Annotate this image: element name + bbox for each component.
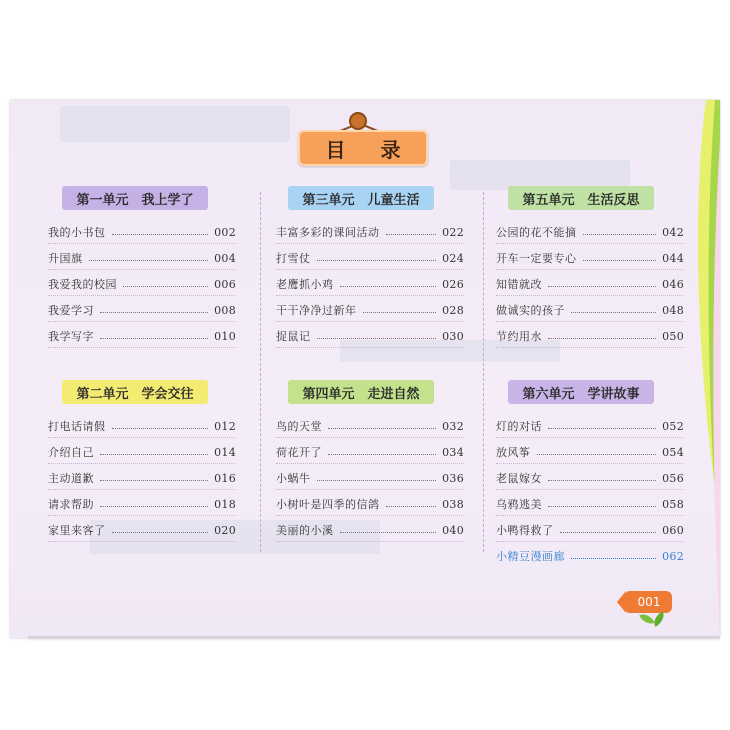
column-divider: [260, 192, 261, 552]
toc-entry-page: 036: [442, 471, 464, 485]
toc-entry-title: 丰富多彩的课间活动: [276, 226, 380, 239]
nail-icon: [349, 112, 367, 130]
entry-underline: [496, 347, 684, 348]
dot-leader: [100, 312, 208, 313]
toc-entry-title: 知错就改: [496, 278, 542, 291]
entry-underline: [48, 541, 236, 542]
entry-underline: [496, 541, 684, 542]
toc-entry-page: 058: [662, 497, 684, 511]
dot-leader: [583, 260, 657, 261]
toc-entry-title: 打雪仗: [276, 252, 311, 265]
entry-underline: [496, 515, 684, 516]
dot-leader: [548, 428, 656, 429]
entry-underline: [48, 489, 236, 490]
toc-entry-title: 小鸭得救了: [496, 524, 554, 537]
toc-entry-page: 012: [214, 419, 236, 433]
toc-entry-page: 034: [442, 445, 464, 459]
toc-entry-title: 鸟的天堂: [276, 420, 322, 433]
toc-entry-page: 042: [662, 225, 684, 239]
toc-entry-page: 020: [214, 523, 236, 537]
dot-leader: [100, 480, 208, 481]
toc-entry-title: 小精豆漫画廊: [496, 550, 565, 563]
dot-leader: [340, 286, 437, 287]
toc-entry[interactable]: [48, 416, 236, 436]
toc-entry-page: 040: [442, 523, 464, 537]
entry-underline: [496, 295, 684, 296]
dot-leader: [100, 506, 208, 507]
toc-entry[interactable]: [496, 442, 684, 462]
toc-entry-page: 018: [214, 497, 236, 511]
toc-entry-page: 032: [442, 419, 464, 433]
dot-leader: [112, 428, 209, 429]
dot-leader: [583, 234, 657, 235]
toc-entry-title: 乌鸦逃美: [496, 498, 542, 511]
toc-entry-page: 026: [442, 277, 464, 291]
toc-entry-title: 我爱我的校园: [48, 278, 117, 291]
toc-entry-title: 老鹰抓小鸡: [276, 278, 334, 291]
toc-entry-page: 008: [214, 303, 236, 317]
dot-leader: [386, 506, 437, 507]
toc-entry[interactable]: [48, 442, 236, 462]
entry-underline: [276, 515, 464, 516]
toc-entry-title: 灯的对话: [496, 420, 542, 433]
toc-entry-title: 主动道歉: [48, 472, 94, 485]
toc-entry-title: 干干净净过新年: [276, 304, 357, 317]
toc-entry[interactable]: [496, 222, 684, 242]
entry-underline: [276, 269, 464, 270]
toc-entry[interactable]: [276, 274, 464, 294]
toc-entry-title: 公园的花不能摘: [496, 226, 577, 239]
toc-entry-page: 024: [442, 251, 464, 265]
toc-entry[interactable]: [48, 248, 236, 268]
dot-leader: [112, 532, 209, 533]
unit-heading: 第一单元 我上学了: [62, 186, 208, 210]
toc-entry[interactable]: [276, 442, 464, 462]
toc-entry[interactable]: [276, 416, 464, 436]
toc-entry-title: 老鼠嫁女: [496, 472, 542, 485]
toc-entry[interactable]: [48, 494, 236, 514]
toc-entry-page: 030: [442, 329, 464, 343]
entry-underline: [496, 269, 684, 270]
toc-entry-title: 我的小书包: [48, 226, 106, 239]
toc-entry-page: 038: [442, 497, 464, 511]
toc-entry[interactable]: [48, 222, 236, 242]
entry-underline: [276, 541, 464, 542]
entry-underline: [48, 243, 236, 244]
toc-entry-title: 小蜗牛: [276, 472, 311, 485]
unit-heading: 第六单元 学讲故事: [508, 380, 654, 404]
column-divider: [483, 192, 484, 552]
toc-entry-title: 美丽的小溪: [276, 524, 334, 537]
dot-leader: [328, 454, 436, 455]
unit-heading: 第四单元 走进自然: [288, 380, 434, 404]
toc-entry-page: 006: [214, 277, 236, 291]
dot-leader: [548, 338, 656, 339]
dot-leader: [537, 454, 657, 455]
dot-leader: [548, 480, 656, 481]
entry-underline: [48, 437, 236, 438]
toc-entry-title: 家里来客了: [48, 524, 106, 537]
entry-underline: [48, 269, 236, 270]
dot-leader: [548, 286, 656, 287]
dot-leader: [112, 234, 209, 235]
entry-underline: [496, 321, 684, 322]
dot-leader: [571, 558, 656, 559]
toc-entry-page: 010: [214, 329, 236, 343]
toc-entry[interactable]: [276, 222, 464, 242]
toc-entry-title: 介绍自己: [48, 446, 94, 459]
entry-underline: [496, 489, 684, 490]
toc-entry-page: 022: [442, 225, 464, 239]
toc-entry-page: 014: [214, 445, 236, 459]
toc-entry[interactable]: [276, 326, 464, 346]
dot-leader: [340, 532, 437, 533]
dot-leader: [317, 480, 437, 481]
entry-underline: [496, 463, 684, 464]
entry-underline: [48, 295, 236, 296]
toc-entry[interactable]: [496, 300, 684, 320]
toc-entry-title: 请求帮助: [48, 498, 94, 511]
toc-entry-page: 052: [662, 419, 684, 433]
entry-underline: [276, 347, 464, 348]
toc-entry-title: 捉鼠记: [276, 330, 311, 343]
toc-entry[interactable]: [276, 248, 464, 268]
page-number-badge: [626, 591, 672, 613]
toc-entry[interactable]: [48, 326, 236, 346]
page-number: 001: [637, 595, 661, 609]
toc-entry-page: 056: [662, 471, 684, 485]
entry-underline: [496, 243, 684, 244]
toc-entry[interactable]: [496, 468, 684, 488]
entry-underline: [48, 347, 236, 348]
toc-entry[interactable]: [276, 520, 464, 540]
dot-leader: [100, 338, 208, 339]
toc-entry[interactable]: [48, 468, 236, 488]
toc-entry-title: 做诚实的孩子: [496, 304, 565, 317]
entry-underline: [276, 437, 464, 438]
entry-underline: [496, 437, 684, 438]
dot-leader: [317, 338, 437, 339]
toc-entry-page: 062: [662, 549, 684, 563]
toc-entry[interactable]: [496, 520, 684, 540]
toc-entry-title: 我爱学习: [48, 304, 94, 317]
toc-entry-page: 028: [442, 303, 464, 317]
unit-heading: 第三单元 儿童生活: [288, 186, 434, 210]
toc-entry[interactable]: [48, 300, 236, 320]
entry-underline: [48, 463, 236, 464]
page-shadow: [28, 636, 720, 642]
toc-entry[interactable]: [496, 546, 684, 566]
toc-entry-page: 050: [662, 329, 684, 343]
toc-entry-page: 002: [214, 225, 236, 239]
toc-entry-page: 060: [662, 523, 684, 537]
toc-entry[interactable]: [496, 248, 684, 268]
toc-entry-title: 放风筝: [496, 446, 531, 459]
dot-leader: [89, 260, 209, 261]
toc-entry-title: 我学写字: [48, 330, 94, 343]
toc-entry[interactable]: [496, 416, 684, 436]
title-sign: [298, 130, 428, 166]
toc-entry-page: 048: [662, 303, 684, 317]
toc-entry[interactable]: [276, 468, 464, 488]
toc-entry[interactable]: [276, 494, 464, 514]
dot-leader: [363, 312, 437, 313]
toc-entry-title: 节约用水: [496, 330, 542, 343]
dot-leader: [548, 506, 656, 507]
toc-entry-page: 054: [662, 445, 684, 459]
toc-entry[interactable]: [48, 274, 236, 294]
dot-leader: [560, 532, 657, 533]
toc-entry-page: 046: [662, 277, 684, 291]
entry-underline: [276, 295, 464, 296]
entry-underline: [276, 489, 464, 490]
toc-entry[interactable]: [496, 326, 684, 346]
toc-entry-page: 016: [214, 471, 236, 485]
dot-leader: [317, 260, 437, 261]
entry-underline: [276, 243, 464, 244]
unit-heading: 第五单元 生活反思: [508, 186, 654, 210]
toc-entry-title: 升国旗: [48, 252, 83, 265]
toc-entry-title: 小树叶是四季的信鸽: [276, 498, 380, 511]
toc-entry-title: 荷花开了: [276, 446, 322, 459]
toc-entry[interactable]: [48, 520, 236, 540]
show-through-banner: [60, 106, 290, 142]
page-title: 目 录: [298, 130, 428, 166]
toc-entry[interactable]: [496, 494, 684, 514]
entry-underline: [276, 321, 464, 322]
toc-entry-title: 开车一定要专心: [496, 252, 577, 265]
toc-entry[interactable]: [496, 274, 684, 294]
toc-entry-page: 044: [662, 251, 684, 265]
toc-entry-title: 打电话请假: [48, 420, 106, 433]
entry-underline: [48, 321, 236, 322]
dot-leader: [328, 428, 436, 429]
dot-leader: [123, 286, 208, 287]
entry-underline: [48, 515, 236, 516]
dot-leader: [386, 234, 437, 235]
dot-leader: [571, 312, 656, 313]
entry-underline: [276, 463, 464, 464]
unit-heading: 第二单元 学会交往: [62, 380, 208, 404]
toc-entry[interactable]: [276, 300, 464, 320]
dot-leader: [100, 454, 208, 455]
toc-entry-page: 004: [214, 251, 236, 265]
